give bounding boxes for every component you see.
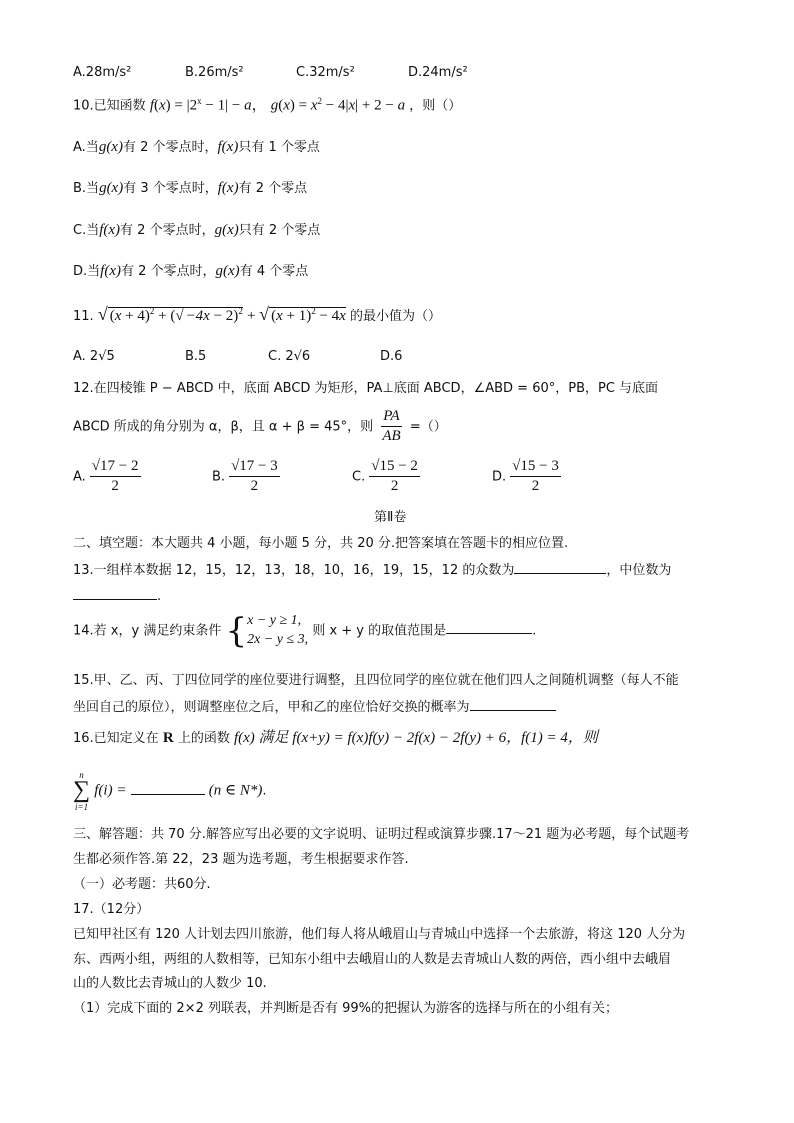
q16-line2: n ∑ i=1 f(i) = (n ∈ N*). [73, 770, 267, 812]
q17-head: 17.（12分） [73, 902, 150, 917]
q15-blank[interactable] [470, 698, 556, 711]
q12-line1: 12.在四棱锥 P − ABCD 中，底面 ABCD 为矩形，PA⊥底面 ABCD，∠ABD = 60°，PB，PC 与底面 [73, 381, 659, 396]
q9-option-d: D.24m/s² [408, 65, 468, 80]
q15-line1: 15.甲、乙、丙、丁四位同学的座位要进行调整，且四位同学的座位就在他们四人之间随机调整（每人不能 [73, 673, 679, 688]
q17-subquestion-1: （1）完成下面的 2×2 列联表，并判断是否有 99%的把握认为游客的选择与所在的小组有关； [73, 1001, 618, 1016]
solve-header-line1: 三、解答题：共 70 分.解答应写出必要的文字说明、证明过程或演算步骤.17～21 题为必考题，每个试题考 [73, 827, 690, 842]
q12-option-b: B. $\frac{√17 - 3}{2}$ [212, 458, 278, 495]
q9-option-b: B.26m/s² [185, 65, 244, 80]
q16-blank[interactable] [131, 782, 205, 795]
q13-blank-mode[interactable] [514, 561, 606, 574]
q14-constraints: x − y ≥ 1, 2x − y ≤ 3, [247, 613, 309, 647]
q11-option-c: C. 2√6 [268, 349, 311, 364]
q12-option-a: A. $\frac{√17 - 2}{2}$ [73, 458, 139, 495]
q11-option-d: D.6 [380, 349, 403, 364]
q13-blank-median[interactable] [73, 587, 157, 600]
q12-option-c: C. $\frac{√15 - 2}{2}$ [352, 458, 418, 495]
q17-para-line2: 东、西两小组，两组的人数相等，已知东小组中去峨眉山的人数是去青城山人数的两倍，西小组中去峨眉 [73, 952, 672, 967]
q10-option-b: B.当g(x)有 3 个零点时，f(x)有 2 个零点 [73, 180, 308, 196]
q17-para-line1: 已知甲社区有 120 人计划去四川旅游，他们每人将从峨眉山与青城山中选择一个去旅游，将这 120 人分为 [73, 927, 686, 942]
q10-stem: 10.已知函数 $f(x) = |2^x - 1| - a$， $g(x) = x^2 - 4|x| + 2 - a$ ，则（） [73, 96, 462, 114]
q10-stem-prefix: 10.已知函数 [73, 98, 146, 114]
q12-option-d: D. $\frac{√15 - 3}{2}$ [492, 458, 559, 495]
q10-option-a: A.当g(x)有 2 个零点时，f(x)只有 1 个零点 [73, 139, 320, 155]
q12-line2: ABCD 所成的角分别为 α，β，且 α + β = 45°，则 $\frac{PA}{AB}$ =（） [73, 408, 447, 445]
q17-para-line3: 山的人数比去青城山的人数少 10. [73, 976, 267, 991]
q14-stem: 14.若 x，y 满足约束条件 { x − y ≥ 1, 2x − y ≤ 3, 则 x + y 的取值范围是 . [73, 610, 537, 651]
q15-line2: 坐回自己的原位），则调整座位之后，甲和乙的座位恰好交换的概率为 [73, 698, 556, 716]
q10-stem-suffix: ，则（） [409, 98, 462, 114]
q9-option-a: A.28m/s² [73, 65, 132, 80]
q13-line2: . [73, 587, 161, 605]
section2-title: 第Ⅱ卷 [374, 510, 407, 525]
q11-stem: 11. √ $(x + 4)^2$ + (√ −4x − 2)$^2$ + √ $(x + 1)^2 - 4x$ 的最小值为（） [73, 304, 441, 324]
q16-line1: 16.已知定义在 R 上的函数 f(x) 满足 f(x+y) = f(x)f(y) − 2f(x) − 2f(y) + 6，f(1) = 4，则 [73, 730, 598, 746]
q10-option-c: C.当f(x)有 2 个零点时，g(x)只有 2 个零点 [73, 222, 321, 238]
summation-symbol: n ∑ i=1 [73, 770, 91, 812]
q14-blank[interactable] [446, 621, 532, 634]
q10-formula: f [149, 97, 154, 114]
solve-header-line2: 生都必须作答.第 22，23 题为选考题，考生根据要求作答. [73, 852, 409, 867]
required-header: （一）必考题：共60分. [73, 877, 211, 892]
q11-option-b: B.5 [185, 349, 207, 364]
q10-option-d: D.当f(x)有 2 个零点时，g(x)有 4 个零点 [73, 263, 309, 279]
q14-brace: { [225, 610, 248, 651]
q13-line1: 13.一组样本数据 12，15，12，13，18，10，16，19，15，12 的众数为 ，中位数为 [73, 563, 672, 578]
fill-in-header: 二、填空题：本大题共 4 小题，每小题 5 分，共 20 分.把答案填在答题卡的相应位置. [73, 536, 569, 551]
q12-ratio: $\frac{PA}{AB}$ [382, 408, 401, 445]
q11-option-a: A. 2√5 [73, 349, 115, 364]
q9-option-c: C.32m/s² [296, 65, 355, 80]
